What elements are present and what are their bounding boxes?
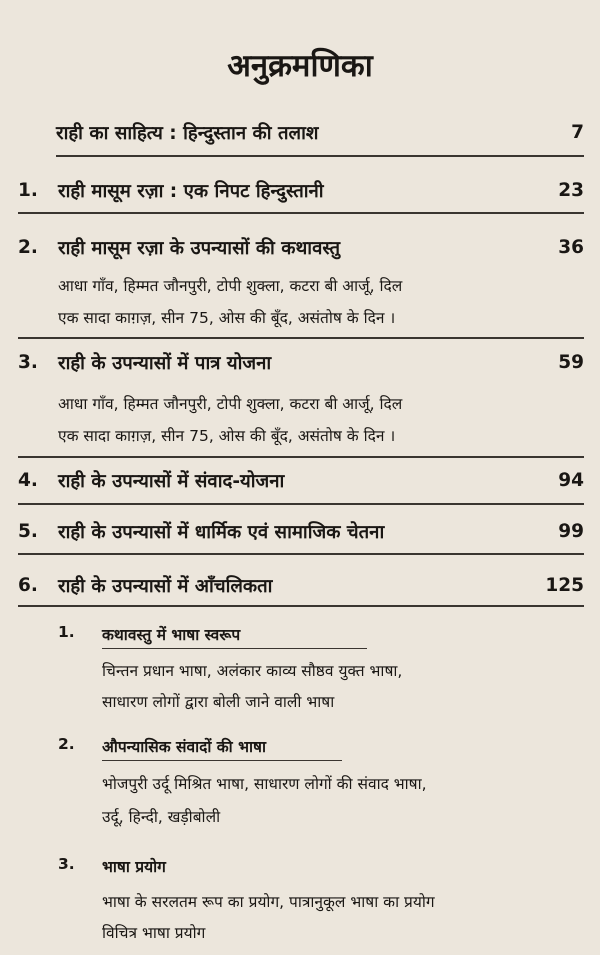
sub-entry [58,855,166,877]
entry-page: 125 [545,574,584,596]
toc-entry [18,568,584,602]
sub-entry-description: साधारण लोगों द्वारा बोली जाने वाली भाषा [102,693,335,711]
entry-page: 94 [558,469,584,491]
entry-description: आधा गाँव, हिम्मत जौनपुरी, टोपी शुक्ला, कटरा बी आर्जू, दिल [58,395,403,413]
sub-entry-underline [102,648,367,649]
entry-description: आधा गाँव, हिम्मत जौनपुरी, टोपी शुक्ला, कटरा बी आर्जू, दिल [58,277,403,295]
divider [56,155,584,157]
sub-entry-title: भाषा प्रयोग [102,858,166,876]
toc-entry [18,345,584,379]
entry-page: 36 [558,236,584,258]
divider [18,337,584,339]
toc-entry [18,463,584,497]
page-title: अनुक्रमणिका [227,48,373,84]
toc-entry [18,514,584,548]
entry-number: 4. [18,469,38,491]
toc-entry [18,230,584,264]
entry-page: 99 [558,520,584,542]
entry-title: राही मासूम रज़ा के उपन्यासों की कथावस्तु [58,237,341,259]
entry-number: 5. [18,520,38,542]
entry-number: 3. [18,351,38,373]
sub-entry-description: उर्दू, हिन्दी, खड़ीबोली [102,808,221,826]
sub-entry-underline [102,760,342,761]
sub-entry-description: चिन्तन प्रधान भाषा, अलंकार काव्य सौष्ठव युक्त भाषा, [102,662,403,680]
entry-page: 23 [558,179,584,201]
sub-entry-description: विचित्र भाषा प्रयोग [102,924,206,942]
divider [18,553,584,555]
entry-title: राही के उपन्यासों में पात्र योजना [58,352,272,374]
sub-entry [58,735,266,757]
sub-entry-description: भाषा के सरलतम रूप का प्रयोग, पात्रानुकूल भाषा का प्रयोग [102,893,435,911]
entry-description: एक सादा काग़ज़, सीन 75, ओस की बूँद, असंतोष के दिन । [58,309,396,327]
divider [18,212,584,214]
sub-entry [58,623,240,645]
entry-page: 59 [558,351,584,373]
entry-page: 7 [571,121,584,143]
sub-entry-title: कथावस्तु में भाषा स्वरूप [102,626,241,644]
entry-title: राही मासूम रज़ा : एक निपट हिन्दुस्तानी [58,180,324,202]
divider [18,503,584,505]
entry-number: 1. [18,179,38,201]
entry-title: राही का साहित्य : हिन्दुस्तान की तलाश [56,122,319,144]
sub-entry-description: भोजपुरी उर्दू मिश्रित भाषा, साधारण लोगों की संवाद भाषा, [102,775,427,793]
sub-entry-title: औपन्यासिक संवादों की भाषा [102,738,266,756]
entry-number: 2. [18,236,38,258]
sub-entry-number: 3. [58,855,75,873]
sub-entry-number: 1. [58,623,75,641]
divider [18,456,584,458]
entry-title: राही के उपन्यासों में आँचलिकता [58,575,273,597]
entry-title: राही के उपन्यासों में धार्मिक एवं सामाजिक चेतना [58,521,385,543]
entry-number: 6. [18,574,38,596]
toc-entry [56,115,584,149]
entry-title: राही के उपन्यासों में संवाद-योजना [58,470,285,492]
sub-entry-number: 2. [58,735,75,753]
divider [18,605,584,607]
entry-description: एक सादा काग़ज़, सीन 75, ओस की बूँद, असंतोष के दिन । [58,427,396,445]
toc-entry [18,173,584,207]
